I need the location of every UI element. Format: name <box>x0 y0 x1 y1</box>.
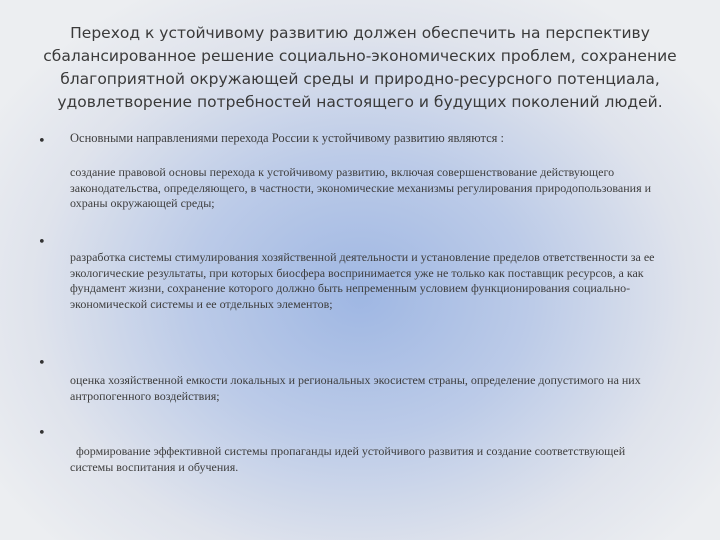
bullet-marker: • <box>38 134 46 149</box>
slide-title: Переход к устойчивому развитию должен обеспечить на перспективу сбалансированное решение социально-экономических проблем, сохранение благоприятной окружающей среды и природно-ресурсного потенциала, удовлетворение потребностей настоящего и будущих поколений людей. <box>43 24 677 111</box>
direction-item-2: разработка системы стимулирования хозяйственной деятельности и установление пределов ответственности за ее экологические результаты, при которых биосфера воспринимается уже не только как поставщик ресурсов, а как фундамент жизни, сохранение которого должно быть непременным условием функционирования социально-экономической системы и ее отдельных элементов; <box>70 250 655 311</box>
direction-item-4: формирование эффективной системы пропаганды идей устойчивого развития и создание соответствующей системы воспитания и обучения. <box>70 444 626 474</box>
bullet-marker: • <box>38 426 46 441</box>
direction-item-3: оценка хозяйственной емкости локальных и региональных экосистем страны, определение допустимого на них антропогенного воздействия; <box>70 373 641 403</box>
bullet-marker: • <box>38 356 46 371</box>
bullet-marker: • <box>38 235 46 250</box>
intro-text: Основными направлениями перехода России к устойчивому развитию являются : <box>70 131 504 145</box>
direction-item-1: создание правовой основы перехода к устойчивому развитию, включая совершенствование действующего законодательства, определяющего, в частности, экономические механизмы регулирования природопользования и охраны окружающей среды; <box>70 165 652 210</box>
